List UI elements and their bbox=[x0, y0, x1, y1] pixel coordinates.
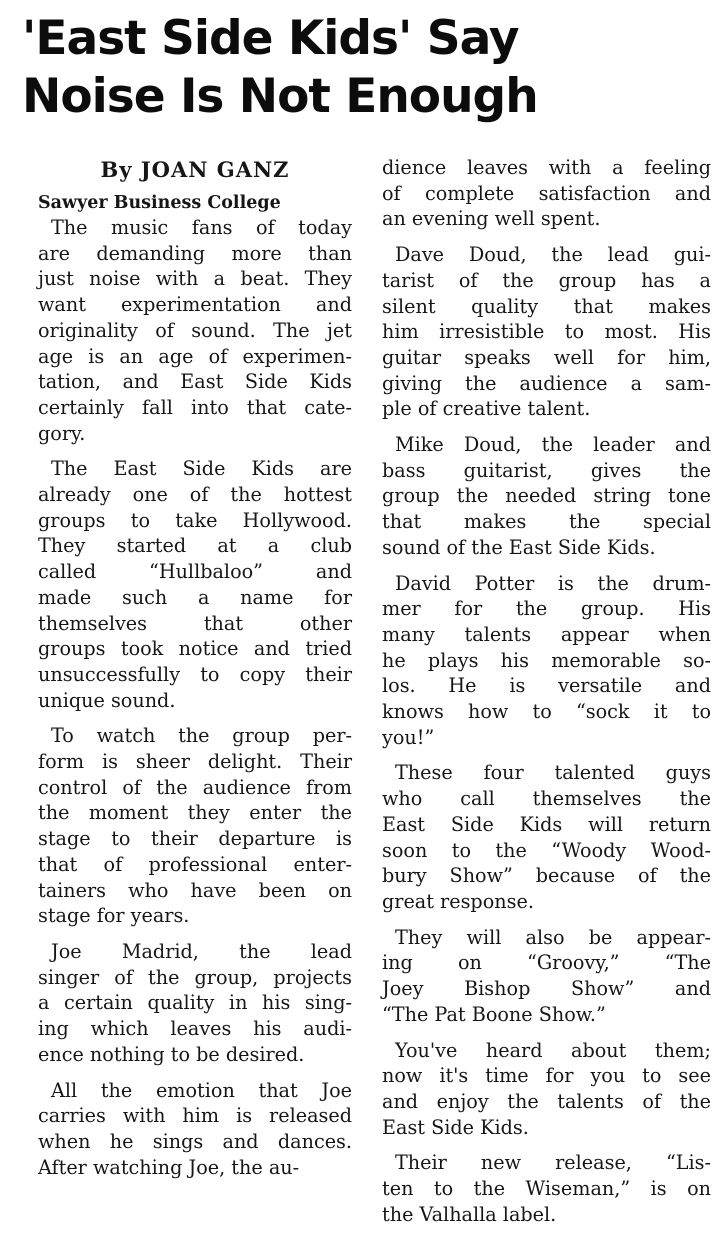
article-line: of complete satisfaction and bbox=[382, 181, 711, 205]
article-line: certainly fall into that cate- bbox=[38, 395, 352, 419]
article-line: silent quality that makes bbox=[382, 294, 711, 318]
article-line: tainers who have been on bbox=[38, 878, 352, 902]
article-paragraph bbox=[38, 1078, 352, 1181]
article-line: ten to the Wiseman,” is on bbox=[382, 1177, 711, 1201]
article-paragraph bbox=[38, 939, 352, 1068]
article-line: tation, and East Side Kids bbox=[38, 370, 352, 394]
headline-line-1: 'East Side Kids' Say bbox=[22, 11, 519, 66]
article-paragraph bbox=[382, 760, 711, 914]
article-line: he plays his memorable so- bbox=[382, 648, 711, 672]
article-line: giving the audience a sam- bbox=[382, 371, 711, 395]
article-line: gory. bbox=[38, 421, 86, 445]
article-line: themselves that other bbox=[38, 611, 352, 635]
article-line: groups to take Hollywood. bbox=[38, 508, 352, 532]
article-line: soon to the “Woody Wood- bbox=[382, 838, 711, 862]
article-line: him irresistible to most. His bbox=[382, 320, 711, 344]
article-line: the Valhalla label. bbox=[382, 1202, 557, 1226]
article-line: made such a name for bbox=[38, 585, 352, 609]
article-paragraph bbox=[38, 723, 352, 929]
article-line: Dave Doud, the lead gui- bbox=[395, 243, 711, 267]
byline: By JOAN GANZ bbox=[100, 157, 290, 182]
article-line: They started at a club bbox=[38, 534, 352, 558]
article-line: The East Side Kids are bbox=[51, 457, 352, 481]
article-paragraph bbox=[38, 456, 352, 713]
article-line: are demanding more than bbox=[38, 241, 352, 265]
article-line: great response. bbox=[382, 889, 534, 913]
article-line: originality of sound. The jet bbox=[38, 318, 352, 342]
article-paragraph bbox=[382, 432, 711, 561]
article-line: control of the audience from bbox=[38, 775, 352, 799]
article-line: ple of creative talent. bbox=[382, 397, 591, 421]
article-line: To watch the group per- bbox=[51, 724, 352, 748]
article-line: that of professional enter- bbox=[38, 852, 352, 876]
article-line: carries with him is released bbox=[38, 1104, 352, 1128]
article-line: want experimentation and bbox=[38, 293, 352, 317]
article-line: The music fans of today bbox=[51, 216, 352, 239]
article-line: “The Pat Boone Show.” bbox=[382, 1002, 606, 1026]
article-line: After watching Joe, the au- bbox=[38, 1155, 300, 1179]
article-paragraph bbox=[382, 571, 711, 751]
article-line: and enjoy the talents of the bbox=[382, 1089, 711, 1113]
affiliation: Sawyer Business College bbox=[38, 193, 281, 213]
article-line: many talents appear when bbox=[382, 622, 711, 646]
article-line: the moment they enter the bbox=[38, 801, 352, 825]
headline bbox=[22, 10, 712, 126]
article-line: tarist of the group has a bbox=[382, 268, 711, 292]
article-line: who call themselves the bbox=[382, 787, 711, 811]
article-line: age is an age of experimen- bbox=[38, 344, 352, 368]
article-line: They will also be appear- bbox=[395, 925, 711, 949]
article-line: David Potter is the drum- bbox=[395, 571, 711, 595]
article-line: stage for years. bbox=[38, 904, 190, 928]
article-paragraph bbox=[38, 215, 352, 446]
headline-line-2: Noise Is Not Enough bbox=[22, 69, 538, 124]
article-line: ing on “Groovy,” “The bbox=[382, 951, 711, 975]
article-paragraph bbox=[382, 925, 711, 1028]
article-line: now it's time for you to see bbox=[382, 1064, 711, 1088]
article-line: when he sings and dances. bbox=[38, 1129, 352, 1153]
article-paragraph bbox=[382, 242, 711, 422]
article-line: form is sheer delight. Their bbox=[38, 750, 352, 774]
article-line: East Side Kids will return bbox=[382, 812, 711, 836]
article-line: bury Show” because of the bbox=[382, 864, 711, 888]
article-line: sound of the East Side Kids. bbox=[382, 535, 656, 559]
article-line: group the needed string tone bbox=[382, 484, 711, 508]
article-paragraph bbox=[382, 155, 711, 232]
article-line: singer of the group, projects bbox=[38, 965, 352, 989]
article-line: East Side Kids. bbox=[382, 1115, 529, 1139]
article-line: you!” bbox=[382, 725, 435, 749]
article-line: called “Hullbaloo” and bbox=[38, 560, 352, 584]
article-line: los. He is versatile and bbox=[382, 674, 711, 698]
article-line: that makes the special bbox=[382, 510, 711, 534]
article-line: Their new release, “Lis- bbox=[395, 1151, 711, 1175]
article-line: dience leaves with a feeling bbox=[382, 156, 711, 179]
article-line: guitar speaks well for him, bbox=[382, 345, 711, 369]
article-line: ence nothing to be desired. bbox=[38, 1042, 305, 1066]
article-line: knows how to “sock it to bbox=[382, 700, 711, 724]
article-line: All the emotion that Joe bbox=[51, 1078, 352, 1102]
article-line: just noise with a beat. They bbox=[38, 267, 352, 291]
right-column bbox=[382, 155, 711, 1237]
article-paragraph bbox=[382, 1150, 711, 1227]
article-paragraph bbox=[382, 1038, 711, 1141]
article-line: unsuccessfully to copy their bbox=[38, 662, 352, 686]
article-line: bass guitarist, gives the bbox=[382, 458, 711, 482]
article-line: stage to their departure is bbox=[38, 827, 352, 851]
article-line: unique sound. bbox=[38, 688, 176, 712]
article-line: mer for the group. His bbox=[382, 597, 711, 621]
article-line: You've heard about them; bbox=[395, 1038, 711, 1062]
article-line: an evening well spent. bbox=[382, 207, 601, 231]
article-line: Joey Bishop Show” and bbox=[382, 977, 711, 1001]
article-line: Mike Doud, the leader and bbox=[395, 433, 711, 457]
article-line: already one of the hottest bbox=[38, 483, 352, 507]
article-line: These four talented guys bbox=[395, 761, 711, 785]
left-column bbox=[38, 157, 352, 1190]
article-line: Joe Madrid, the lead bbox=[51, 939, 352, 963]
article-line: a certain quality in his sing- bbox=[38, 991, 352, 1015]
article-line: groups took notice and tried bbox=[38, 637, 352, 661]
article-line: ing which leaves his audi- bbox=[38, 1017, 352, 1041]
